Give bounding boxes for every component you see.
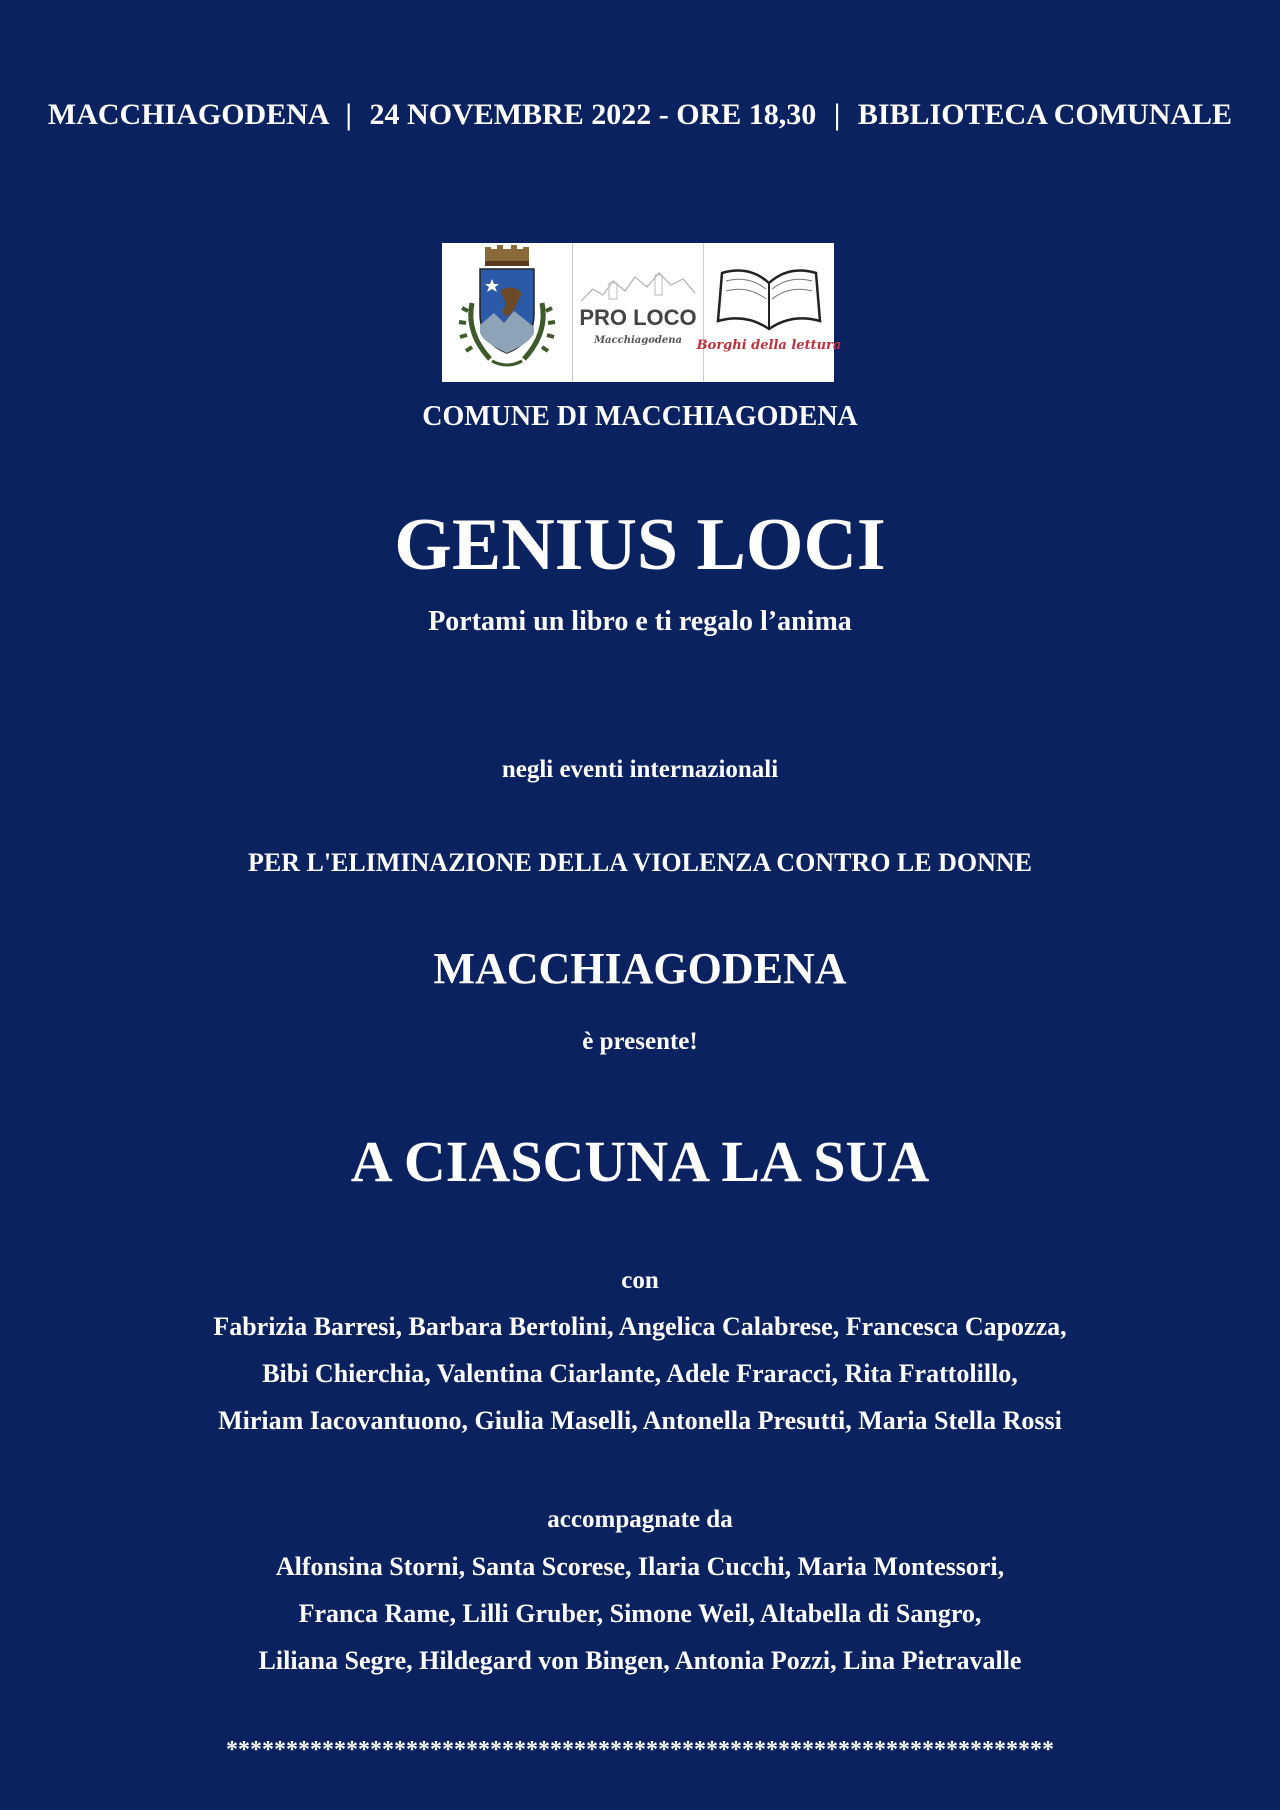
pro-loco-icon <box>573 243 703 382</box>
figures-line: Franca Rame, Lilli Gruber, Simone Weil, Altabella di Sangro, <box>298 1599 982 1628</box>
coat-of-arms-logo <box>442 243 573 382</box>
pro-loco-script: Macchiagodena <box>593 335 683 346</box>
show-title: A CIASCUNA LA SUA <box>350 1129 930 1194</box>
figures-line: Liliana Segre, Hildegard von Bingen, Antonia Pozzi, Lina Pietravalle <box>258 1646 1022 1675</box>
open-book-icon <box>696 243 842 382</box>
asterisk-divider: ********************************************************************* <box>226 1737 1054 1763</box>
coat-of-arms-icon <box>442 243 572 382</box>
events-name: PER L'ELIMINAZIONE DELLA VIOLENZA CONTRO LE DONNE <box>247 848 1032 877</box>
present-text: è presente! <box>582 1028 698 1055</box>
performers-line: Bibi Chierchia, Valentina Ciarlante, Adele Fraracci, Rita Frattolillo, <box>262 1359 1018 1388</box>
header-separator: | <box>833 98 841 131</box>
borghi-text: Borghi della lettura <box>696 338 842 353</box>
events-intro: negli eventi internazionali <box>501 756 779 783</box>
figures-line: Alfonsina Storni, Santa Scorese, Ilaria Cucchi, Maria Montessori, <box>275 1552 1005 1581</box>
header-separator: | <box>345 98 353 131</box>
subtitle: Portami un libro e ti regalo l’anima <box>428 606 852 637</box>
header-place: MACCHIAGODENA <box>47 98 328 131</box>
pro-loco-logo <box>573 243 704 382</box>
organizer: COMUNE DI MACCHIAGODENA <box>422 401 858 432</box>
with-label: con <box>621 1267 659 1294</box>
town-name: MACCHIAGODENA <box>433 944 847 993</box>
performers-line: Miriam Iacovantuono, Giulia Maselli, Antonella Presutti, Maria Stella Rossi <box>218 1406 1062 1435</box>
logo-strip <box>442 243 842 382</box>
event-header <box>0 100 1280 130</box>
performers-line: Fabrizia Barresi, Barbara Bertolini, Angelica Calabrese, Francesca Capozza, <box>213 1312 1067 1341</box>
pro-loco-text: PRO LOCO <box>579 305 697 330</box>
borghi-della-lettura-logo <box>696 243 842 382</box>
accompanied-label: accompagnate da <box>547 1506 733 1533</box>
header-datetime: 24 NOVEMBRE 2022 - ORE 18,30 <box>369 98 817 131</box>
page-title: GENIUS LOCI <box>394 504 886 586</box>
header-venue: BIBLIOTECA COMUNALE <box>857 98 1233 131</box>
